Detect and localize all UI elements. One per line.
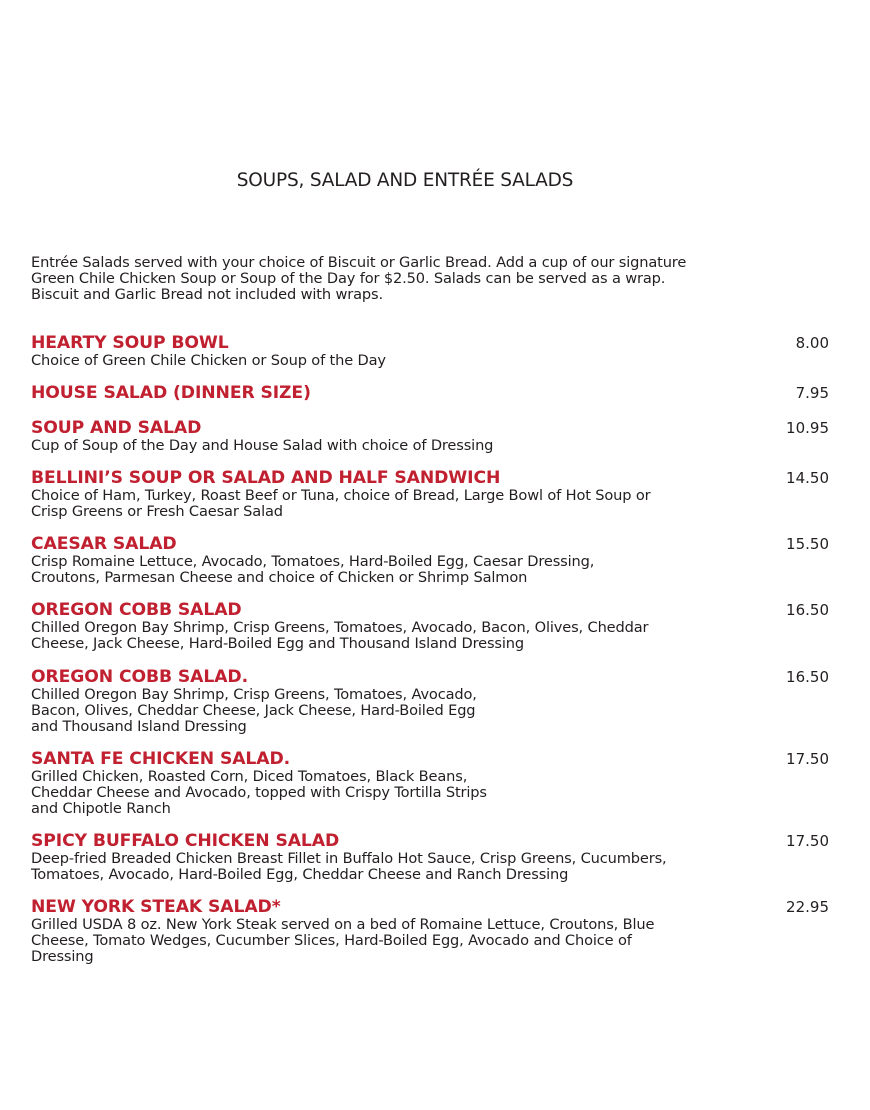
- item-description: Cup of Soup of the Day and House Salad with choice of Dressing: [31, 437, 494, 454]
- menu-item-spicy-buffalo-chicken-salad: [31, 832, 829, 883]
- item-description: Chilled Oregon Bay Shrimp, Crisp Greens, Tomatoes, Avocado, Bacon, Olives, Cheddar Cheese, Jack Cheese, Hard-Boiled Egg and Thousand Island Dressing: [31, 686, 477, 735]
- menu-item-bellinis-half-sandwich: [31, 469, 829, 520]
- item-name: SOUP AND SALAD: [31, 418, 202, 438]
- item-description: Choice of Ham, Turkey, Roast Beef or Tuna, choice of Bread, Large Bowl of Hot Soup or Crisp Greens or Fresh Caesar Salad: [31, 487, 651, 520]
- item-name: BELLINI’S SOUP OR SALAD AND HALF SANDWICH: [31, 468, 501, 488]
- item-price: 17.50: [786, 832, 829, 850]
- menu-item-soup-and-salad: [31, 419, 829, 454]
- item-description: Grilled Chicken, Roasted Corn, Diced Tomatoes, Black Beans, Cheddar Cheese and Avocado, topped with Crispy Tortilla Strips and Chipotle Ranch: [31, 768, 487, 817]
- item-price: 16.50: [786, 601, 829, 619]
- item-price: 14.50: [786, 469, 829, 487]
- item-description: Deep-fried Breaded Chicken Breast Fillet in Buffalo Hot Sauce, Crisp Greens, Cucumbers, Tomatoes, Avocado, Hard-Boiled Egg, Cheddar Cheese and Ranch Dressing: [31, 850, 667, 883]
- item-name: HEARTY SOUP BOWL: [31, 333, 229, 353]
- menu-item-santa-fe-chicken-salad: [31, 750, 829, 817]
- menu-item-oregon-cobb-salad: [31, 601, 829, 652]
- item-name: NEW YORK STEAK SALAD*: [31, 897, 281, 917]
- menu-item-hearty-soup-bowl: [31, 334, 829, 369]
- item-price: 10.95: [786, 419, 829, 437]
- item-price: 15.50: [786, 535, 829, 553]
- item-description: Crisp Romaine Lettuce, Avocado, Tomatoes, Hard-Boiled Egg, Caesar Dressing, Croutons, Parmesan Cheese and choice of Chicken or Shrimp Salmon: [31, 553, 595, 586]
- item-description: Chilled Oregon Bay Shrimp, Crisp Greens, Tomatoes, Avocado, Bacon, Olives, Cheddar Cheese, Jack Cheese, Hard-Boiled Egg and Thousand Island Dressing: [31, 619, 649, 652]
- item-name: OREGON COBB SALAD.: [31, 667, 249, 687]
- item-description: Grilled USDA 8 oz. New York Steak served on a bed of Romaine Lettuce, Croutons, Blue Cheese, Tomato Wedges, Cucumber Slices, Hard-Boiled Egg, Avocado and Choice of Dressing: [31, 916, 655, 965]
- item-price: 7.95: [795, 384, 829, 402]
- intro-text: Entrée Salads served with your choice of Biscuit or Garlic Bread. Add a cup of our signature Green Chile Chicken Soup or Soup of the Day for $2.50. Salads can be served as a wrap. Biscuit and Garlic Bread not included with wraps.: [31, 254, 687, 303]
- item-description: Choice of Green Chile Chicken or Soup of the Day: [31, 352, 386, 369]
- item-name: SANTA FE CHICKEN SALAD.: [31, 749, 291, 769]
- page-title: SOUPS, SALAD AND ENTRÉE SALADS: [236, 170, 574, 191]
- menu-item-new-york-steak-salad: [31, 898, 829, 965]
- item-price: 8.00: [795, 334, 829, 352]
- item-name: CAESAR SALAD: [31, 534, 177, 554]
- item-price: 22.95: [786, 898, 829, 916]
- menu-item-caesar-salad: [31, 535, 829, 586]
- item-price: 16.50: [786, 668, 829, 686]
- menu-item-oregon-cobb-salad-2: [31, 668, 829, 735]
- item-price: 17.50: [786, 750, 829, 768]
- item-name: OREGON COBB SALAD: [31, 600, 242, 620]
- item-name: HOUSE SALAD (DINNER SIZE): [31, 383, 311, 403]
- item-name: SPICY BUFFALO CHICKEN SALAD: [31, 831, 340, 851]
- menu-item-house-salad: [31, 384, 829, 403]
